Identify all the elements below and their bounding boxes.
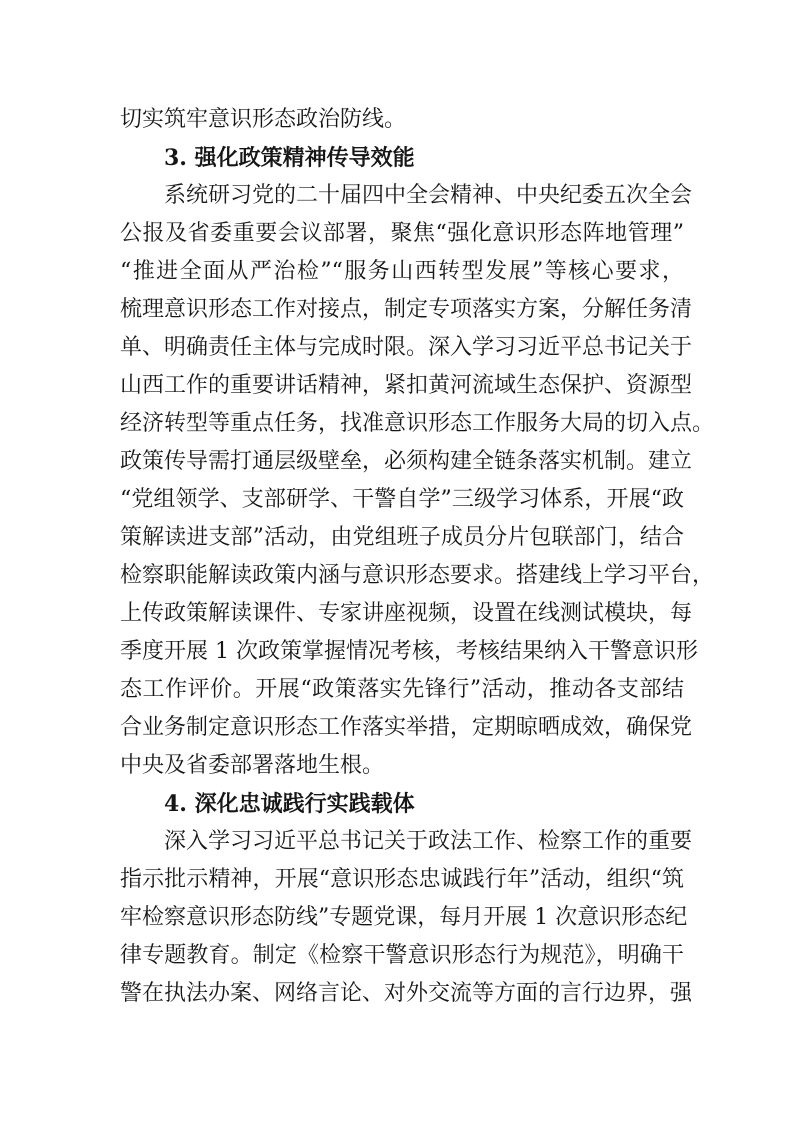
paragraph-line: 梳理意识形态工作对接点，制定专项落实方案，分解任务清: [120, 297, 693, 322]
section-heading-4: 4. 深化忠诚践行实践载体: [164, 791, 415, 817]
paragraph-line: 牢检察意识形态防线”专题党课，每月开展 1 次意识形态纪: [120, 905, 688, 930]
paragraph-line: 检察职能解读政策内涵与意识形态要求。搭建线上学习平台，: [120, 563, 715, 588]
paragraph-line: 系统研习党的二十届四中全会精神、中央纪委五次全会: [164, 183, 693, 208]
paragraph-line: “推进全面从严治检”“服务山西转型发展”等核心要求，: [120, 259, 684, 284]
paragraph-line: “党组领学、支部研学、干警自学”三级学习体系，开展“政: [120, 487, 684, 512]
paragraph-line: 公报及省委重要会议部署，聚焦“强化意识形态阵地管理”: [120, 221, 684, 246]
paragraph-line: 警在执法办案、网络言论、对外交流等方面的言行边界，强: [120, 981, 693, 1006]
paragraph-line: 策解读进支部”活动，由党组班子成员分片包联部门，结合: [120, 525, 684, 550]
paragraph-line: 山西工作的重要讲话精神，紧扣黄河流域生态保护、资源型: [120, 373, 693, 398]
paragraph-line: 季度开展 1 次政策掌握情况考核，考核结果纳入干警意识形: [120, 639, 698, 664]
paragraph-continuation-line: 切实筑牢意识形态政治防线。: [120, 107, 407, 132]
paragraph-line: 中央及省委部署落地生根。: [120, 753, 385, 778]
paragraph-line: 指示批示精神，开展“意识形态忠诚践行年”活动，组织“筑: [120, 867, 684, 892]
paragraph-line: 单、明确责任主体与完成时限。深入学习习近平总书记关于: [120, 335, 693, 360]
paragraph-line: 政策传导需打通层级壁垒，必须构建全链条落实机制。建立: [120, 449, 693, 474]
paragraph-line: 律专题教育。制定《检察干警意识形态行为规范》，明确干: [120, 943, 684, 968]
paragraph-line: 经济转型等重点任务，找准意识形态工作服务大局的切入点。: [120, 411, 715, 436]
paragraph-line: 深入学习习近平总书记关于政法工作、检察工作的重要: [164, 829, 693, 854]
paragraph-line: 态工作评价。开展“政策落实先锋行”活动，推动各支部结: [120, 677, 684, 702]
paragraph-line: 合业务制定意识形态工作落实举措，定期晾晒成效，确保党: [120, 715, 693, 740]
paragraph-line: 上传政策解读课件、专家讲座视频，设置在线测试模块，每: [120, 601, 693, 626]
section-heading-3: 3. 强化政策精神传导效能: [164, 145, 415, 171]
